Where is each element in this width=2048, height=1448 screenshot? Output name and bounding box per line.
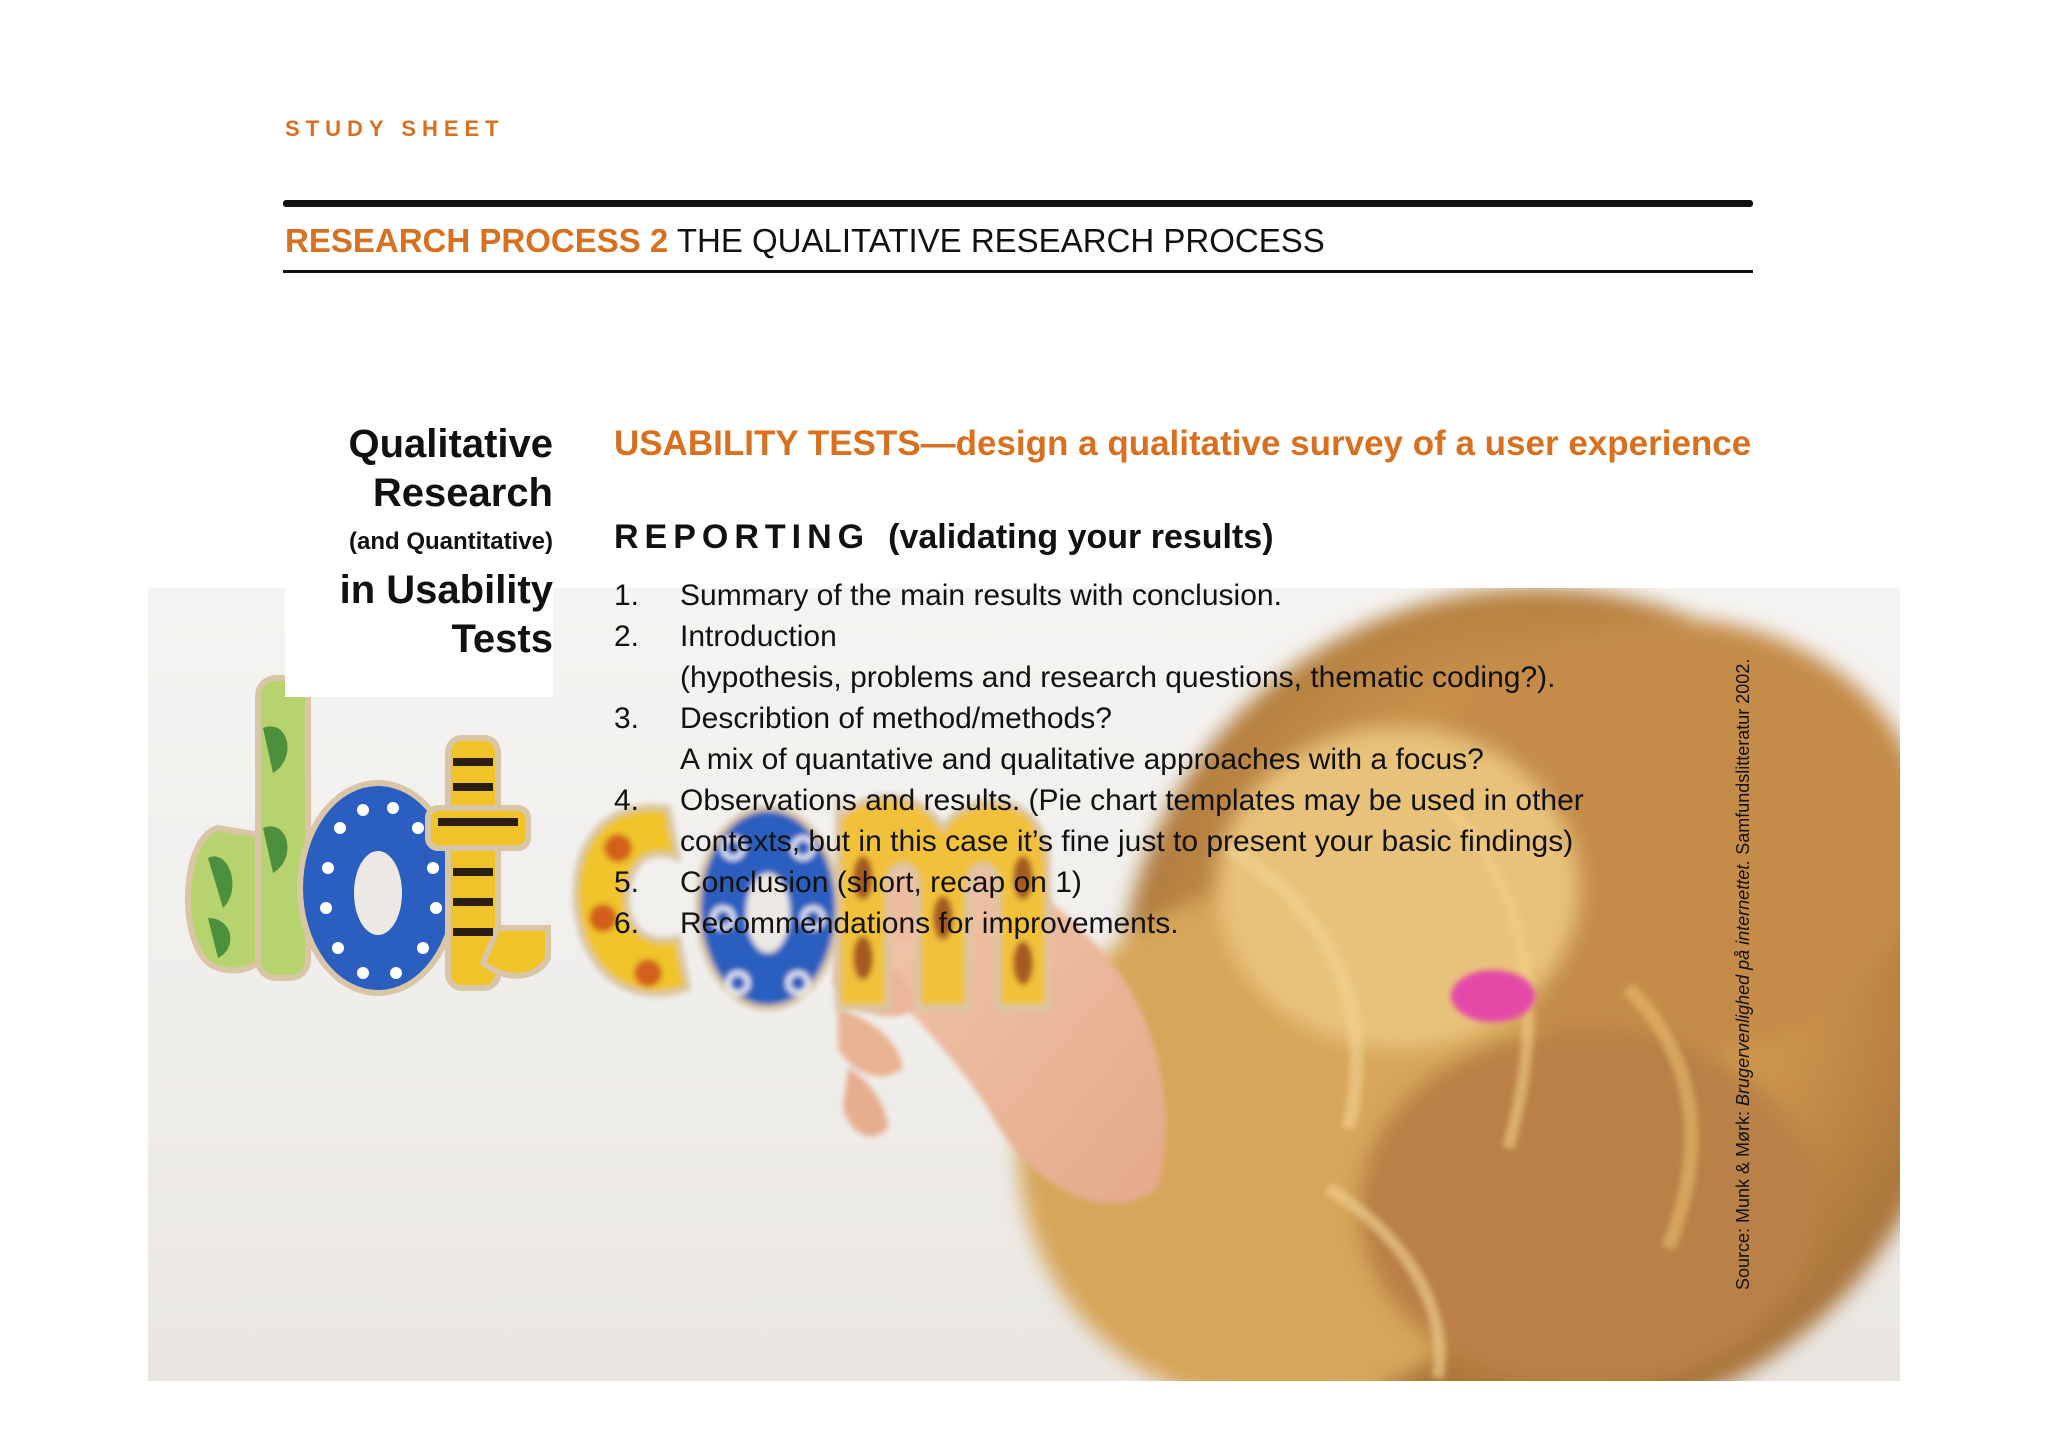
list-item	[614, 862, 1584, 903]
source-title: Brugervenlighed på internettet.	[1733, 859, 1753, 1106]
step-text-continued: A mix of quantative and qualitative approaches with a focus?	[680, 743, 1484, 776]
main-heading: USABILITY TESTS—design a qualitative survey of a user experience	[614, 424, 1752, 463]
source-prefix: Source: Munk & Mørk:	[1733, 1105, 1753, 1290]
step-text: Describtion of method/methods?	[680, 702, 1112, 735]
section-accent: RESEARCH PROCESS 2	[285, 222, 669, 259]
step-text-continued: (hypothesis, problems and research questions, thematic coding?).	[680, 661, 1556, 694]
step-text: Observations and results. (Pie chart templates may be used in other	[680, 784, 1584, 817]
reporting-qualifier: (validating your results)	[888, 518, 1274, 556]
reporting-steps-list	[614, 575, 1584, 944]
list-item	[614, 903, 1584, 944]
title-underline-rule	[283, 270, 1753, 273]
step-text: Introduction	[680, 620, 837, 653]
sidebar-title	[285, 420, 553, 664]
step-text: Recommendations for improvements.	[680, 907, 1179, 940]
sidebar-line-1: Qualitative	[348, 422, 553, 466]
letter-d	[188, 678, 308, 978]
source-citation	[1733, 659, 1754, 1290]
step-number: 1.	[614, 579, 640, 612]
pink-hair-tie	[1451, 970, 1535, 1022]
step-number: 3.	[614, 702, 640, 735]
letters-dot	[188, 678, 548, 993]
step-text: Summary of the main results with conclusion.	[680, 579, 1282, 612]
step-text-continued: contexts, but in this case it’s fine just to present your basic findings)	[680, 825, 1574, 858]
section-title-text: THE QUALITATIVE RESEARCH PROCESS	[676, 222, 1325, 259]
step-number: 5.	[614, 866, 640, 899]
reporting-label: REPORTING	[614, 518, 871, 556]
sidebar-line-3: (and Quantitative)	[348, 528, 553, 555]
section-title	[285, 222, 1325, 260]
source-suffix: Samfundslitteratur 2002.	[1733, 658, 1753, 860]
step-number: 4.	[614, 784, 640, 817]
reporting-subheading	[614, 518, 1274, 557]
letter-t	[428, 738, 548, 988]
step-text: Conclusion (short, recap on 1)	[680, 866, 1082, 899]
step-number: 2.	[614, 620, 640, 653]
step-number: 6.	[614, 907, 640, 940]
list-item	[614, 698, 1584, 780]
sidebar-line-2: Research	[372, 471, 553, 515]
sidebar-line-4: in Usability	[339, 568, 553, 612]
top-rule	[283, 200, 1753, 207]
list-item	[614, 616, 1584, 698]
list-item	[614, 575, 1584, 616]
sidebar-line-5: Tests	[451, 617, 553, 661]
list-item	[614, 780, 1584, 862]
document-kicker: STUDY SHEET	[285, 116, 505, 141]
